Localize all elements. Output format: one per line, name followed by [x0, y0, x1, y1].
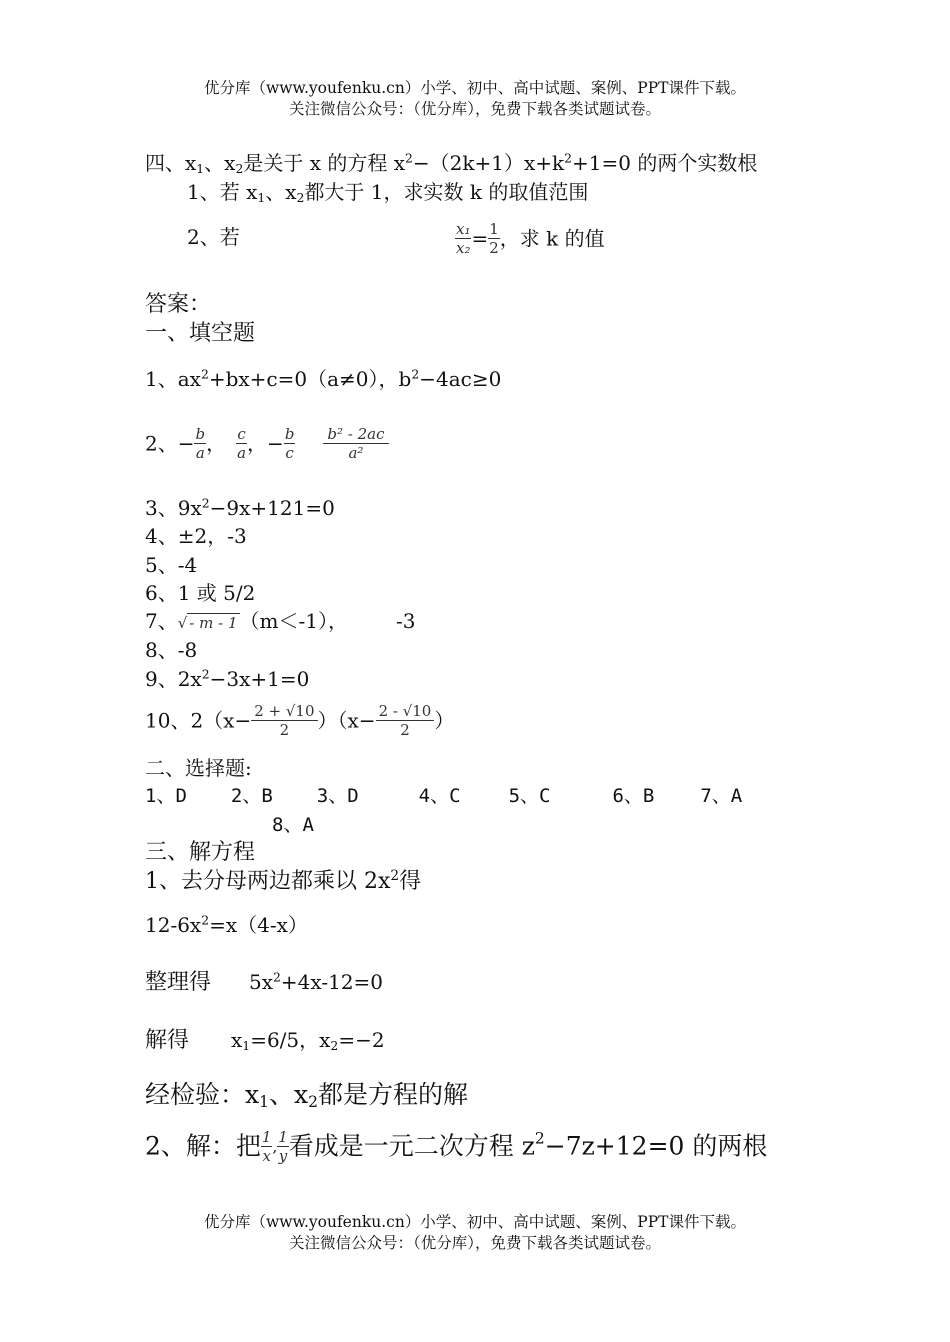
half-fraction: $\frac{1}{2}$	[489, 220, 499, 257]
answer-2: 2、− $\frac{b}{a}$ ， $\frac{c}{a}$ ，− $\frac{b}{c}$ $\frac{\text{b² - 2ac}}{\text{a²}}$	[145, 425, 389, 462]
choice-3: 3、D	[316, 785, 359, 807]
q4-stem: 四、$x_1$、$x_2$是关于 x 的方程 $x^2-(2k+1)x+k^2+1=0$ 的两个实数根	[145, 150, 758, 177]
answer-3: 3、$9x^2-9x+121=0$	[145, 495, 335, 520]
answer-9: 9、$2x^2-3x+1=0$	[145, 666, 310, 691]
answers-title: 答案：	[145, 292, 212, 317]
q4-part-1: 1、若 $x_1$、$x_2$都大于 1，求实数 k 的取值范围	[187, 180, 589, 206]
ratio-fraction: $\frac{\text{x₁}}{\text{x₂}}$	[456, 220, 471, 257]
answer-4: 4、±2，-3	[145, 524, 247, 548]
fraction-1-x: $\frac{1}{x}$	[261, 1128, 272, 1165]
answer-8: 8、-8	[145, 638, 198, 662]
fraction-b-a: $\frac{b}{a}$	[195, 425, 206, 462]
section-choice: 二、选择题:	[145, 756, 252, 780]
solve-2: 2、解：把 $\frac{1}{x}$ , $\frac{1}{y}$ 看成是一元二次方程 $z^2-7z+12=0$ 的两根	[145, 1128, 768, 1165]
footer-line-2: 关注微信公众号：（优分库），免费下载各类试题试卷。	[288, 1234, 661, 1252]
fraction-c-a: $\frac{c}{a}$	[237, 425, 247, 462]
root-minus-fraction: $\frac{2 - √10}{2}$	[376, 702, 435, 739]
section-fill-blank: 一、填空题	[145, 321, 256, 346]
solve-verify: 经检验：$x_1$、$x_2$都是方程的解	[145, 1080, 468, 1111]
solve-1-step: 1、去分母两边都乘以 $2x^2$得	[145, 867, 422, 894]
choice-4: 4、C	[418, 785, 461, 807]
answer-5: 5、-4	[145, 553, 198, 577]
fraction-sum-squares: $\frac{\text{b² - 2ac}}{\text{a²}}$	[323, 425, 388, 462]
solve-simplify: 整理得 $5x^2+4x-12=0$	[145, 969, 384, 995]
choice-answers-row	[145, 783, 742, 809]
answer-10: 10、2（x− $\frac{2 + √10}{2}$ ）（x− $\frac{2 - √10}{2}$ ）	[145, 702, 455, 739]
root-plus-fraction: $\frac{2 + √10}{2}$	[251, 702, 317, 739]
answer-7: 7、√ - m - 1 （m＜-1）， -3	[145, 609, 416, 633]
sqrt-expression: √ - m - 1	[177, 614, 238, 632]
fraction-b-c: $\frac{b}{c}$	[284, 425, 295, 462]
solve-equation: $12-6x^2=x(4-x)$	[145, 912, 308, 937]
choice-8: 8、A	[272, 814, 314, 836]
fraction-1-y: $\frac{1}{y}$	[278, 1128, 288, 1165]
q4-part-2-equation: $\frac{\text{x₁}}{\text{x₂}}$ = $\frac{1}{2}$ ，求 k 的值	[456, 220, 605, 257]
section-solve: 三、解方程	[145, 840, 256, 865]
answer-1: 1、$ax^2+bx+c=0(a\ne 0)$，$b^2-4ac\ge 0$	[145, 366, 502, 391]
choice-1: 1、D	[145, 785, 187, 807]
choice-5: 5、C	[508, 785, 551, 807]
footer-line-1: 优分库（www.youfenku.cn）小学、初中、高中试题、案例、PPT课件下载。	[203, 1213, 747, 1231]
choice-6: 6、B	[612, 785, 655, 807]
header-line-2: 关注微信公众号：（优分库），免费下载各类试题试卷。	[288, 100, 661, 118]
header-line-1: 优分库（www.youfenku.cn）小学、初中、高中试题、案例、PPT课件下载。	[203, 79, 747, 97]
choice-2: 2、B	[230, 785, 273, 807]
solve-result: 解得 $x_1=6/5$，$x_2=-2$	[145, 1028, 385, 1054]
q4-part-2-label: 2、若	[187, 225, 240, 249]
choice-7: 7、A	[700, 785, 743, 807]
answer-6: 6、1 或 5/2	[145, 581, 256, 605]
